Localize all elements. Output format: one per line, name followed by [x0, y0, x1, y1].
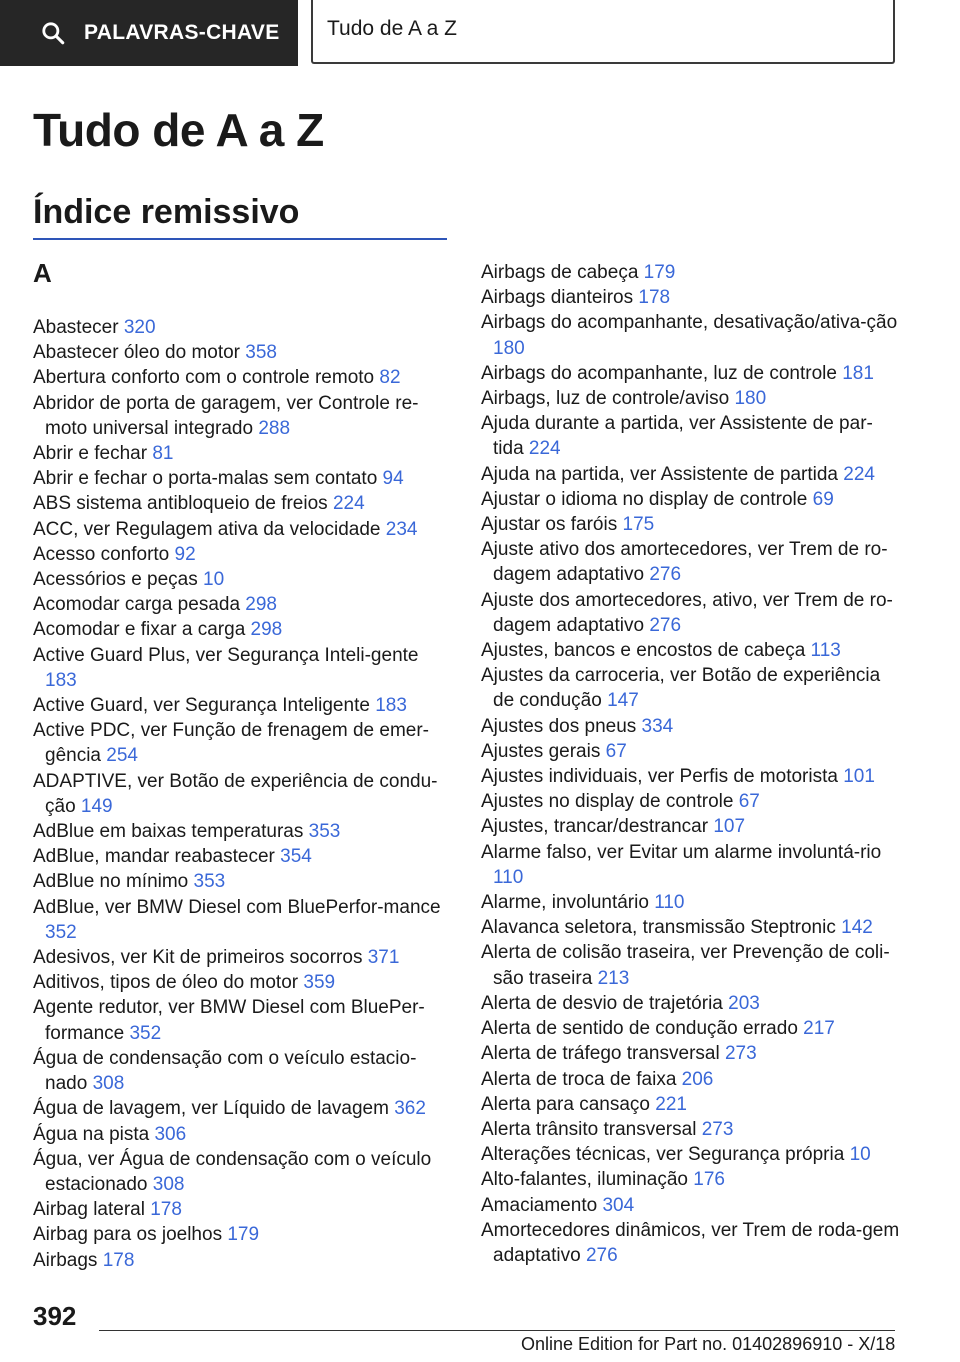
page-link[interactable]: 10 — [203, 569, 225, 591]
index-entry — [481, 991, 901, 1016]
index-entry — [481, 890, 901, 915]
entry-text: Alerta de colisão traseira, ver Prevenção de coli-são traseira — [481, 942, 890, 989]
page-link[interactable]: 353 — [308, 821, 341, 843]
index-entry — [33, 365, 453, 390]
page-link[interactable]: 308 — [152, 1173, 185, 1195]
entry-text: Alterações técnicas, ver Segurança própria — [481, 1144, 845, 1166]
index-entry — [481, 638, 901, 663]
page-link[interactable]: 224 — [843, 463, 875, 485]
entry-text: Ajustes individuais, ver Perfis de motorista — [481, 766, 838, 788]
page-link[interactable]: 354 — [280, 846, 312, 868]
page-link[interactable]: 224 — [332, 493, 365, 515]
page-link[interactable]: 371 — [367, 947, 400, 969]
page-link[interactable]: 101 — [843, 766, 875, 788]
index-entry — [481, 1117, 901, 1142]
page-link[interactable]: 224 — [528, 438, 561, 460]
page-link[interactable]: 213 — [597, 967, 630, 989]
entry-text: Ajustes, bancos e encostos de cabeça — [481, 640, 806, 662]
entry-text: Alerta de sentido de condução errado — [481, 1018, 798, 1040]
page-link[interactable]: 179 — [643, 262, 676, 283]
entry-text: Airbags do acompanhante, luz de controle — [481, 362, 837, 384]
entry-text: Água na pista — [33, 1123, 150, 1145]
section-divider — [33, 238, 447, 240]
page-link[interactable]: 320 — [123, 317, 156, 338]
index-entry — [33, 869, 453, 894]
page-link[interactable]: 113 — [810, 640, 841, 662]
entry-text: Água, ver Água de condensação com o veículo estacionado — [33, 1148, 432, 1195]
page-link[interactable]: 359 — [303, 972, 336, 994]
page-link[interactable]: 179 — [227, 1224, 260, 1246]
page-number: 392 — [33, 1301, 77, 1331]
entry-text: Active PDC, ver Função de frenagem de emer-gência — [33, 720, 430, 767]
entry-text: AdBlue em baixas temperaturas — [33, 821, 304, 843]
page-link[interactable]: 94 — [382, 468, 404, 490]
index-entry — [33, 1248, 453, 1273]
page-link[interactable]: 203 — [728, 992, 760, 1014]
index-entry — [481, 739, 901, 764]
entry-text: Abridor de porta de garagem, ver Controle re-moto universal integrado — [33, 392, 419, 439]
entry-text: Ajustar o idioma no display de controle — [481, 488, 808, 510]
index-entry — [33, 895, 453, 945]
index-entry — [33, 617, 453, 642]
index-entry — [33, 1122, 453, 1147]
entry-text: Adesivos, ver Kit de primeiros socorros — [33, 947, 363, 969]
index-entry — [481, 512, 901, 537]
entry-text: Airbags dianteiros — [481, 287, 634, 309]
index-entry — [33, 391, 453, 441]
page-link[interactable]: 82 — [379, 367, 401, 389]
index-entry — [481, 814, 901, 839]
entry-text: AdBlue no mínimo — [33, 871, 189, 893]
index-entry — [33, 1096, 453, 1121]
entry-text: Acessórios e peças — [33, 569, 198, 591]
search-icon — [40, 20, 66, 46]
page-link[interactable]: 308 — [92, 1073, 125, 1095]
entry-text: ACC, ver Regulagem ativa da velocidade — [33, 518, 381, 540]
index-entry — [481, 663, 901, 713]
index-entry — [481, 1218, 901, 1268]
entry-text: Airbag para os joelhos — [33, 1224, 223, 1246]
page-link[interactable]: 178 — [638, 287, 671, 309]
entry-text: Ajuda na partida, ver Assistente de partida — [481, 463, 839, 485]
page-link[interactable]: 92 — [174, 543, 196, 565]
index-entry — [33, 819, 453, 844]
page-link[interactable]: 358 — [245, 342, 277, 364]
page-link[interactable]: 352 — [45, 921, 77, 943]
index-entry — [481, 487, 901, 512]
page-link[interactable]: 142 — [841, 917, 873, 939]
entry-text: Alavanca seletora, transmissão Steptronic — [481, 917, 836, 939]
entry-text: Ajustar os faróis — [481, 514, 618, 536]
page-link[interactable]: 67 — [738, 791, 760, 813]
index-entry — [481, 789, 901, 814]
index-entry — [481, 1142, 901, 1167]
footer-divider — [99, 1330, 895, 1331]
index-entry — [33, 844, 453, 869]
letter-heading: A — [33, 258, 52, 288]
entry-text: Alerta trânsito transversal — [481, 1118, 697, 1140]
entry-text: ABS sistema antibloqueio de freios — [33, 493, 328, 515]
index-column-right — [481, 260, 901, 1268]
entry-text: Airbag lateral — [33, 1199, 145, 1221]
page-link[interactable]: 298 — [250, 619, 283, 641]
entry-text: Acomodar carga pesada — [33, 594, 241, 616]
page-link[interactable]: 234 — [385, 518, 418, 540]
entry-text: Active Guard Plus, ver Segurança Inteli-gente — [33, 644, 419, 666]
index-entry — [481, 361, 901, 386]
index-entry — [33, 1046, 453, 1096]
entry-text: Ajustes no display de controle — [481, 791, 734, 813]
page-link[interactable]: 176 — [693, 1169, 725, 1191]
entry-text: Abastecer óleo do motor — [33, 342, 241, 364]
index-entry — [33, 567, 453, 592]
entry-text: Airbags do acompanhante, desativação/ativa-ção — [481, 312, 898, 334]
page-link[interactable]: 306 — [154, 1123, 187, 1145]
entry-text: Abrir e fechar o porta-malas sem contato — [33, 468, 378, 490]
index-entry — [33, 491, 453, 516]
entry-text: Água de condensação com o veículo estacio-nado — [33, 1047, 417, 1095]
index-entry — [33, 1147, 453, 1197]
entry-text: Alerta para cansaço — [481, 1093, 650, 1115]
entry-text: Água de lavagem, ver Líquido de lavagem — [33, 1098, 389, 1120]
keywords-tab[interactable] — [0, 0, 298, 66]
index-entry — [481, 1193, 901, 1218]
page-link[interactable]: 273 — [724, 1043, 757, 1065]
index-entry — [481, 714, 901, 739]
index-entry — [33, 592, 453, 617]
index-entry — [33, 340, 453, 365]
page-link[interactable]: 276 — [649, 564, 682, 586]
index-entry — [33, 517, 453, 542]
page-link[interactable]: 69 — [812, 488, 834, 510]
page-link[interactable]: 304 — [602, 1194, 635, 1216]
page-link[interactable]: 180 — [734, 388, 767, 410]
index-entry — [33, 1222, 453, 1247]
page-link[interactable]: 149 — [80, 795, 113, 817]
entry-text: Abastecer — [33, 317, 119, 338]
page-link[interactable]: 206 — [681, 1068, 714, 1090]
index-entry — [481, 260, 901, 285]
entry-text: Airbags de cabeça — [481, 262, 639, 283]
entry-text: AdBlue, ver BMW Diesel com BluePerfor-mance — [33, 896, 441, 918]
entry-text: Ajuda durante a partida, ver Assistente de par-tida — [481, 413, 873, 460]
page-link[interactable]: 183 — [45, 669, 77, 691]
page-link[interactable]: 178 — [150, 1199, 182, 1221]
index-entry — [481, 1092, 901, 1117]
page-link[interactable]: 221 — [655, 1093, 687, 1115]
entry-text: Aditivos, tipos de óleo do motor — [33, 972, 299, 994]
page-link[interactable]: 107 — [713, 816, 746, 838]
entry-text: Acomodar e fixar a carga — [33, 619, 246, 641]
entry-text: Alerta de troca de faixa — [481, 1068, 677, 1090]
index-entry — [481, 411, 901, 461]
entry-text: Ajuste ativo dos amortecedores, ver Trem de ro-dagem adaptativo — [481, 539, 888, 586]
page-link[interactable]: 181 — [842, 362, 874, 384]
index-entry — [481, 285, 901, 310]
index-entry — [33, 441, 453, 466]
entry-text: Abrir e fechar — [33, 443, 148, 465]
footer-edition: Online Edition for Part no. 01402896910 - X/18 — [521, 1334, 896, 1354]
page-link[interactable]: 175 — [622, 514, 655, 536]
index-entry — [33, 643, 453, 693]
page-link[interactable]: 276 — [585, 1244, 618, 1266]
index-entry — [481, 1067, 901, 1092]
page-link[interactable]: 178 — [102, 1249, 135, 1271]
page-link[interactable]: 217 — [803, 1018, 835, 1040]
chapter-tab[interactable]: Tudo de A a Z — [311, 0, 895, 64]
page-link[interactable]: 362 — [394, 1098, 426, 1120]
entry-text: Active Guard, ver Segurança Inteligente — [33, 695, 370, 717]
index-entry — [481, 764, 901, 789]
page-link[interactable]: 147 — [607, 690, 639, 712]
page-title: Tudo de A a Z — [33, 104, 324, 156]
index-entry — [481, 1016, 901, 1041]
index-entry — [33, 995, 453, 1045]
entry-text: Alto-falantes, iluminação — [481, 1169, 688, 1191]
page-link[interactable]: 352 — [129, 1022, 162, 1044]
top-navigation — [0, 0, 960, 68]
index-entry — [33, 945, 453, 970]
index-entry — [481, 840, 901, 890]
entry-text: Abertura conforto com o controle remoto — [33, 367, 375, 389]
entry-text: Alarme, involuntário — [481, 892, 649, 914]
index-entry — [481, 310, 901, 360]
index-entry — [33, 769, 453, 819]
index-entry — [481, 462, 901, 487]
page-link[interactable]: 334 — [641, 715, 674, 737]
index-entry — [33, 693, 453, 718]
entry-text: Airbags — [33, 1249, 98, 1271]
entry-text: Acesso conforto — [33, 543, 170, 565]
page-link[interactable]: 67 — [605, 740, 627, 762]
page-link[interactable]: 183 — [375, 695, 407, 717]
index-entry — [481, 386, 901, 411]
entry-text: Alarme falso, ver Evitar um alarme involuntá-rio — [481, 841, 882, 863]
entry-text: Agente redutor, ver BMW Diesel com BluePer-formance — [33, 997, 425, 1044]
entry-text: Alerta de desvio de trajetória — [481, 992, 723, 1014]
index-entry — [481, 915, 901, 940]
page-link[interactable]: 110 — [654, 892, 685, 914]
keywords-label: PALAVRAS-CHAVE — [84, 21, 280, 44]
index-column-left — [33, 315, 453, 1273]
index-entry — [481, 588, 901, 638]
index-entry — [33, 1197, 453, 1222]
index-entry — [33, 542, 453, 567]
page-link[interactable]: 288 — [258, 417, 291, 439]
index-entry — [33, 315, 453, 340]
entry-text: Amaciamento — [481, 1194, 598, 1216]
page-link[interactable]: 10 — [849, 1144, 871, 1166]
section-title: Índice remissivo — [33, 193, 300, 231]
entry-text: Airbags, luz de controle/aviso — [481, 388, 730, 410]
entry-text: AdBlue, mandar reabastecer — [33, 846, 275, 868]
index-entry — [33, 970, 453, 995]
entry-text: Ajustes, trancar/destrancar — [481, 816, 709, 838]
page-link[interactable]: 273 — [701, 1118, 734, 1140]
page-link[interactable]: 180 — [493, 337, 525, 359]
page-link[interactable]: 254 — [106, 745, 138, 767]
page-link[interactable]: 81 — [152, 443, 174, 465]
index-entry — [33, 718, 453, 768]
entry-text: Alerta de tráfego transversal — [481, 1043, 720, 1065]
index-entry — [481, 537, 901, 587]
page-link[interactable]: 110 — [493, 866, 524, 888]
page-link[interactable]: 353 — [193, 871, 226, 893]
page-link[interactable]: 276 — [649, 614, 682, 636]
index-entry — [481, 1167, 901, 1192]
entry-text: Ajustes dos pneus — [481, 715, 637, 737]
entry-text: Ajustes da carroceria, ver Botão de experiência de condução — [481, 665, 881, 712]
entry-text: Ajustes gerais — [481, 740, 601, 762]
index-entry — [481, 940, 901, 990]
page-link[interactable]: 298 — [245, 594, 277, 616]
entry-text: ADAPTIVE, ver Botão de experiência de condu-ção — [33, 770, 438, 817]
index-entry — [33, 466, 453, 491]
entry-text: Amortecedores dinâmicos, ver Trem de roda-gem adaptativo — [481, 1219, 900, 1266]
index-entry — [481, 1041, 901, 1066]
entry-text: Ajuste dos amortecedores, ativo, ver Trem de ro-dagem adaptativo — [481, 589, 893, 636]
